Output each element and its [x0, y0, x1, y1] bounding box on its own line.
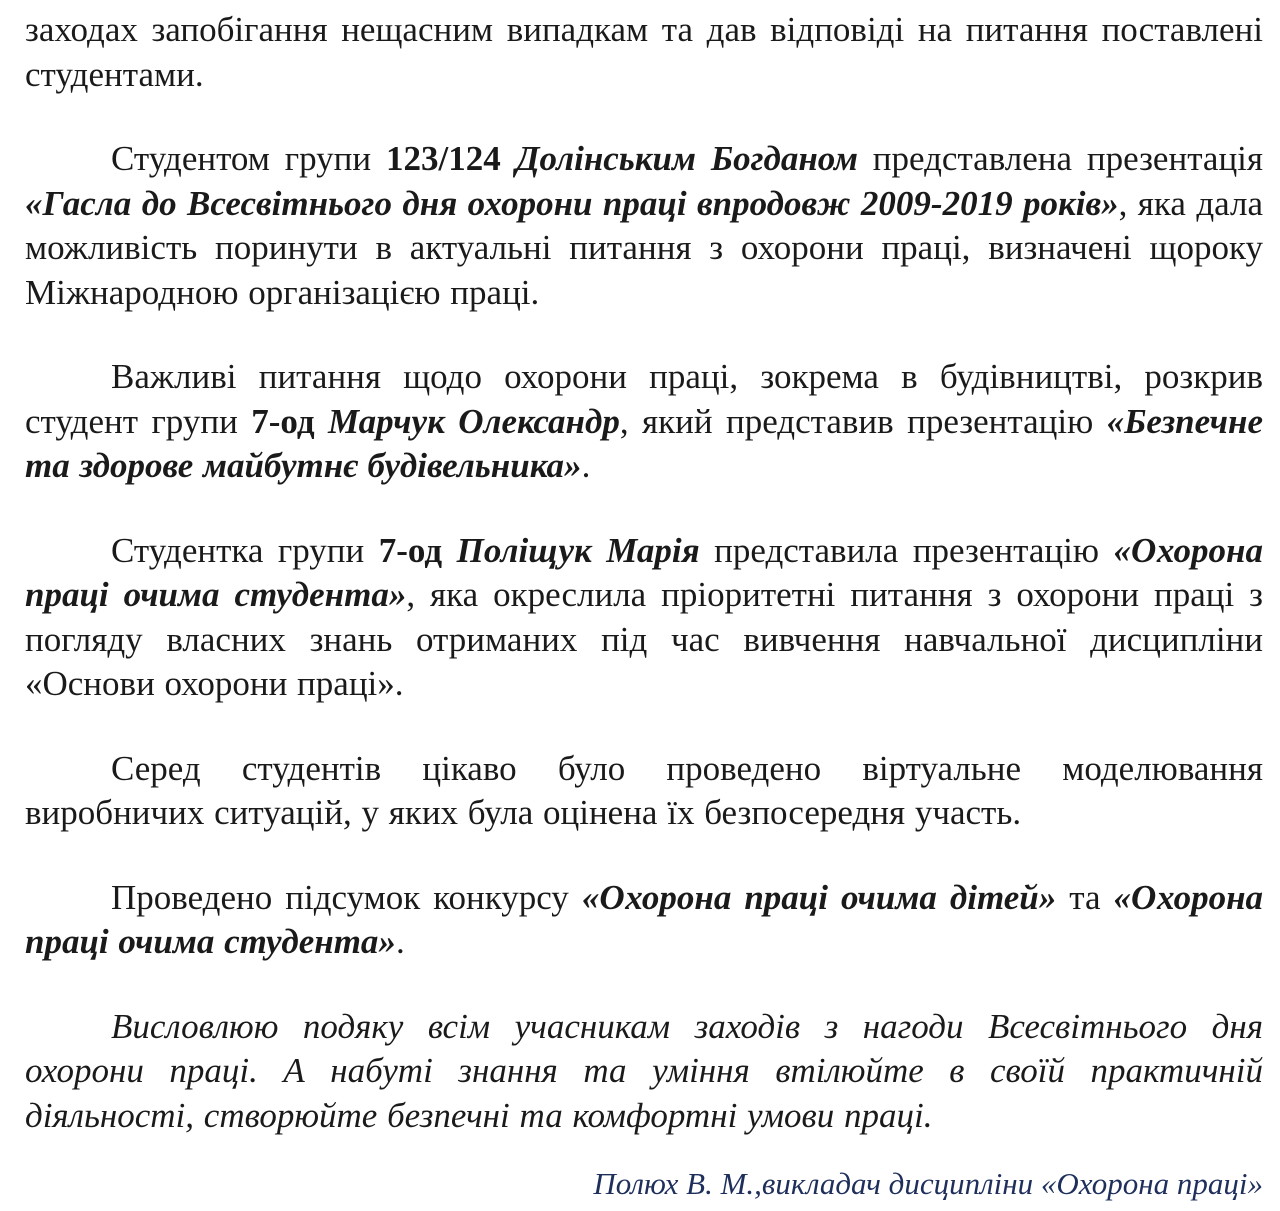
text-run: .	[581, 446, 591, 485]
student-name: Марчук Олександр	[328, 401, 620, 441]
paragraph-intro	[25, 8, 1263, 97]
presentation-title: «Гасла до Всесвітнього дня охорони праці впродовж 2009-2019 років»	[25, 183, 1119, 223]
paragraph-gap	[25, 97, 1263, 137]
author-signature: Полюх В. М.,викладач дисципліни «Охорона праці»	[593, 1166, 1263, 1201]
paragraph-gap	[25, 707, 1263, 747]
text-run: Студентка групи	[111, 530, 379, 570]
text-run: Проведено підсумок конкурсу	[111, 877, 582, 917]
presentation-title: «Охорона праці очима студента»	[25, 530, 1263, 614]
contest-title: «Охорона праці очима дітей»	[581, 877, 1057, 917]
text-run	[501, 139, 516, 178]
text-run: Студентом групи	[111, 139, 386, 178]
paragraph-modeling-text: Серед студентів цікаво було проведено віртуальне моделювання виробничих ситуацій, у яких була оцінена їх безпосередня участь.	[25, 748, 1263, 832]
contest-title: «Охорона праці очима студента»	[25, 877, 1264, 961]
group-number: 7-од	[378, 530, 443, 570]
text-run: та	[1056, 877, 1114, 917]
text-run: , яка окреслила пріоритетні питання з охорони праці з погляду власних знань отриманих під час вивчення навчальної дисципліни «Основи охорони праці».	[25, 575, 1264, 703]
presentation-title: «Безпечне та здорове майбутнє будівельника»	[25, 401, 1263, 485]
text-run	[442, 531, 457, 570]
text-run: представила презентацію	[699, 530, 1114, 570]
paragraph-presentation-1	[25, 137, 1263, 315]
document-page	[25, 8, 1263, 1138]
text-run: Важливі питання щодо охорони праці, зокрема в будівництві, розкрив студент групи	[25, 357, 1263, 441]
text-run: .	[395, 922, 405, 961]
paragraph-presentation-2	[25, 355, 1263, 489]
paragraph-gap	[25, 489, 1263, 529]
group-number: 7-од	[251, 401, 315, 441]
paragraph-modeling	[25, 747, 1263, 836]
text-run	[315, 402, 328, 441]
paragraph-intro-text: заходах запобігання нещасним випадкам та дав відповіді на питання поставлені студентами.	[25, 10, 1263, 94]
paragraph-gap	[25, 836, 1263, 876]
paragraph-gap	[25, 315, 1263, 355]
paragraph-gratitude	[25, 1005, 1263, 1139]
group-number: 123/124	[386, 139, 501, 178]
text-run: представлена презентація	[857, 139, 1263, 178]
paragraph-gratitude-text: Висловлюю подяку всім учасникам заходів з нагоди Всесвітнього дня охорони праці. А набуті знання та уміння втілюйте в своїй практичній діяльності, створюйте безпечні та комфортні умови праці.	[25, 1006, 1263, 1135]
text-run: , який представив презентацію	[619, 401, 1107, 441]
paragraph-contest-results	[25, 876, 1263, 965]
paragraph-presentation-3	[25, 529, 1263, 707]
student-name: Поліщук Марія	[456, 530, 700, 570]
paragraph-gap	[25, 965, 1263, 1005]
student-name: Долінським Богданом	[515, 139, 858, 178]
text-run: , яка дала можливість поринути в актуальні питання з охорони праці, визначені щороку Міжнародною організацією праці.	[25, 183, 1263, 312]
